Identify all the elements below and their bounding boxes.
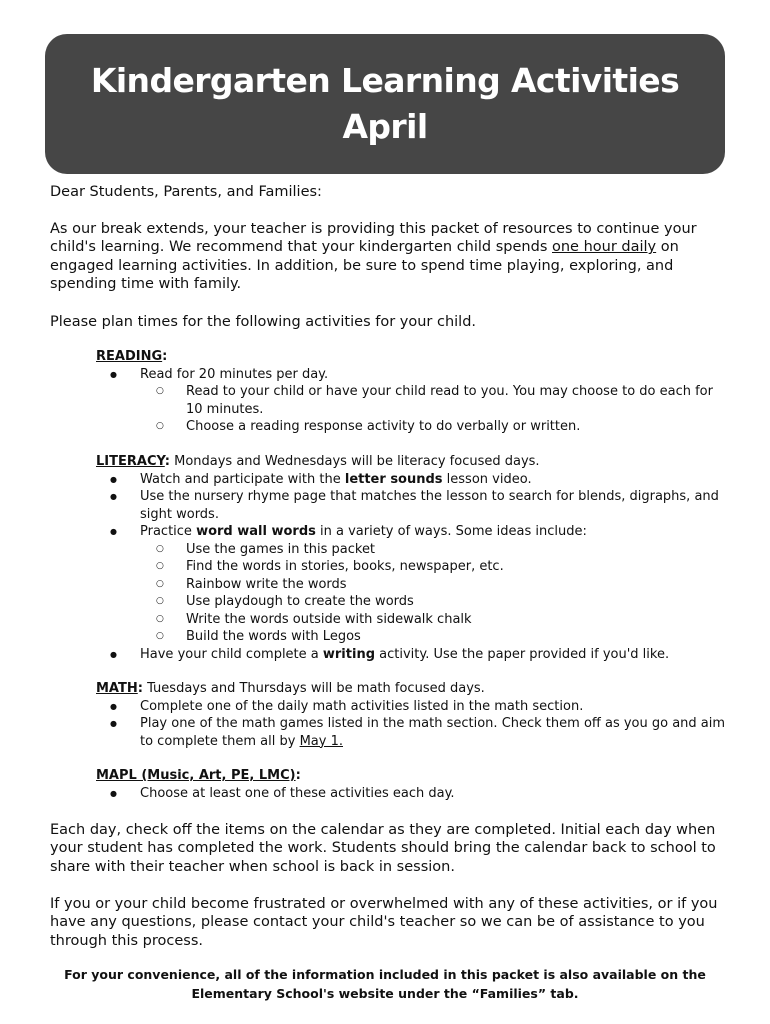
footer-line-1: For your convenience, all of the information included in this packet is also available on the bbox=[64, 967, 706, 982]
help-paragraph: If you or your child become frustrated or overwhelmed with any of these activities, or if you have any questions, please contact your child's teacher so we can be of assistance to you through this process. bbox=[50, 896, 718, 949]
literacy-list bbox=[96, 471, 726, 664]
literacy-ideas-list bbox=[140, 541, 726, 646]
footer-line-2: Elementary School's website under the “Families” tab. bbox=[191, 985, 579, 1001]
math-heading: MATH: Tuesdays and Thursdays will be math focused days. bbox=[96, 681, 485, 696]
list-item: ● Have your child complete a writing activity. Use the paper provided if you'd like. bbox=[96, 646, 726, 664]
list-item: ○ Write the words outside with sidewalk chalk bbox=[140, 611, 726, 629]
list-item: ● Practice word wall words in a variety of ways. Some ideas include: ○ Use the games in this packet ○ Find the words in stories, books, newspaper, etc. ○ Rainbow write the words ○ Use playdough to create the words ○ Write the words outside with sidewalk chalk ○ Build the words with Legos bbox=[96, 523, 726, 646]
page-title: Kindergarten Learning Activities bbox=[90, 61, 680, 100]
math-list bbox=[96, 698, 726, 751]
intro-text-2: on engaged learning activities. In addition, be sure to spend time playing, exploring, and spending time with family. bbox=[50, 239, 679, 293]
intro-text-1: As our break extends, your teacher is providing this packet of resources to continue your child's learning. We recommend that your kindergarten child spends bbox=[50, 221, 697, 256]
list-item: ○ Find the words in stories, books, newspaper, etc. bbox=[140, 558, 726, 576]
greeting: Dear Students, Parents, and Families: bbox=[50, 184, 322, 200]
literacy-heading: LITERACY: Mondays and Wednesdays will be literacy focused days. bbox=[96, 454, 540, 469]
reading-heading: READING: bbox=[96, 349, 168, 364]
mapl-heading: MAPL (Music, Art, PE, LMC): bbox=[96, 768, 301, 783]
list-item: ● Play one of the math games listed in the math section. Check them off as you go and aim to complete them all by May 1. bbox=[96, 715, 726, 750]
list-item: ● Use the nursery rhyme page that matches the lesson to search for blends, digraphs, and sight words. bbox=[96, 488, 726, 523]
list-item: ○ Build the words with Legos bbox=[140, 628, 726, 646]
list-item: ● Watch and participate with the letter sounds lesson video. bbox=[96, 471, 726, 489]
plan-paragraph: Please plan times for the following activities for your child. bbox=[50, 314, 477, 330]
title-banner bbox=[45, 34, 725, 174]
mapl-list bbox=[96, 785, 726, 803]
list-item: ○ Use the games in this packet bbox=[140, 541, 726, 559]
intro-paragraph bbox=[50, 220, 722, 294]
reading-sublist bbox=[140, 383, 726, 436]
list-item: ○ Choose a reading response activity to do verbally or written. bbox=[140, 418, 726, 436]
list-item: ○ Rainbow write the words bbox=[140, 576, 726, 594]
list-item: ● Complete one of the daily math activities listed in the math section. bbox=[96, 698, 726, 716]
list-item: ○ Use playdough to create the words bbox=[140, 593, 726, 611]
literacy-section bbox=[96, 453, 726, 663]
math-section bbox=[96, 680, 726, 750]
reading-list bbox=[96, 366, 726, 436]
list-item: ● Read for 20 minutes per day. ○ Read to your child or have your child read to you. You may choose to do each for 10 minutes. ○ Choose a reading response activity to do verbally or written. bbox=[96, 366, 726, 436]
intro-underlined: one hour daily bbox=[552, 239, 657, 256]
reading-section bbox=[96, 348, 726, 436]
list-item: ● Choose at least one of these activities each day. bbox=[96, 785, 726, 803]
calendar-paragraph: Each day, check off the items on the calendar as they are completed. Initial each day when your student has completed the work. Students should bring the calendar back to school to share with their teacher when school is back in session. bbox=[50, 822, 716, 875]
footer-note bbox=[50, 966, 720, 1003]
list-item: ○ Read to your child or have your child read to you. You may choose to do each for 10 minutes. bbox=[140, 383, 726, 418]
page-subtitle-month: April bbox=[342, 107, 428, 146]
mapl-section bbox=[96, 767, 726, 802]
